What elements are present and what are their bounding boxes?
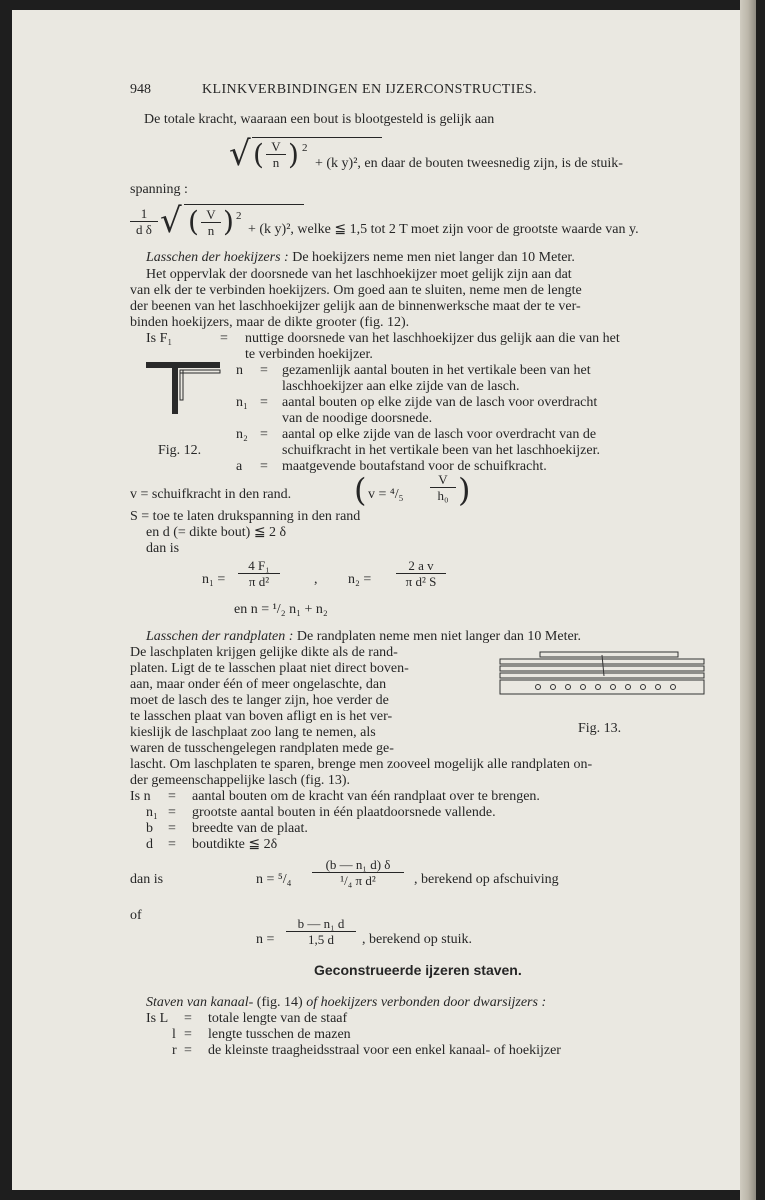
def-text: totale lengte van de staaf — [208, 1011, 348, 1026]
n1-lhs: n₁ = — [202, 572, 226, 587]
title-rest: De randplaten neme men niet langer dan 10 Meter. — [293, 629, 582, 644]
paren-close: ) — [223, 205, 234, 238]
paragraph-line: platen. Ligt de te lasschen plaat niet direct boven- — [130, 661, 409, 676]
def-symbol: n₂ — [236, 427, 248, 442]
def-text: boutdikte ≦ 2δ — [192, 837, 278, 852]
s-definition: S = toe te laten drukspanning in den rand — [130, 509, 361, 524]
def-equals: = — [260, 459, 268, 474]
fraction-denominator: n — [207, 223, 215, 238]
section-randplaten-title — [146, 629, 581, 645]
def-symbol: n — [236, 363, 243, 378]
italic-title: Lasschen der hoekijzers : — [146, 250, 289, 265]
of: of — [130, 908, 142, 923]
staven-intro — [146, 995, 546, 1011]
fraction-numerator: (b — n₁ d) δ — [312, 857, 404, 873]
paren-open: ( — [253, 138, 264, 171]
formula2-prefix — [130, 206, 158, 237]
exponent: 2 — [302, 142, 308, 154]
f1-fraction — [312, 857, 404, 888]
def-text: laschhoekijzer aan elke zijde van de lasch. — [282, 379, 520, 394]
paragraph-line: te lasschen plaat van boven afligt en is het ver- — [130, 709, 393, 724]
section-hoekijzers-title — [146, 250, 575, 266]
title-rest: De hoekijzers neme men niet langer dan 10 Meter. — [288, 250, 575, 265]
paragraph-line: kieslijk de laschplaat zoo lang te nemen, als — [130, 725, 376, 740]
page-number: 948 — [130, 82, 151, 97]
sqrt-bar — [252, 137, 382, 138]
def-text: gezamenlijk aantal bouten in het vertikale been van het — [282, 363, 591, 378]
sqrt-sign: √ — [229, 134, 251, 174]
formula1-rest: + (k y)², en daar de bouten tweesnedig zijn, is de stuik- — [315, 156, 623, 171]
f2-lhs: n = — [256, 932, 275, 947]
fraction-numerator: 4 F₁ — [238, 558, 280, 574]
def-text: aantal op elke zijde van de lasch voor overdracht van de — [282, 427, 597, 442]
paragraph-line: der gemeenschappelijke lasch (fig. 13). — [130, 773, 351, 788]
def-symbol: Is n — [130, 789, 151, 804]
def-equals: = — [184, 1027, 192, 1042]
spanning-line: spanning : — [130, 182, 188, 197]
n2-fraction — [396, 558, 446, 589]
fraction-numerator: 2 a v — [396, 558, 446, 574]
paren-close: ) — [288, 138, 299, 171]
paragraph-line: van elk der te verbinden hoekijzers. Om goed aan te sluiten, neme men de lengte — [130, 283, 582, 298]
def-equals: = — [184, 1011, 192, 1026]
paragraph-line: lascht. Om laschplaten te sparen, brenge men zooveel mogelijk alle randplaten on- — [130, 757, 593, 772]
def-symbol: b — [146, 821, 153, 836]
def-symbol: n₁ — [236, 395, 248, 410]
fig13-plate-splice — [498, 650, 710, 700]
def-equals: = — [260, 363, 268, 378]
paren-open: ( — [188, 205, 199, 238]
def-equals: = — [168, 821, 176, 836]
fraction-denominator: h₀ — [437, 488, 449, 503]
def-equals: = — [260, 427, 268, 442]
fig13-label: Fig. 13. — [578, 721, 622, 736]
formula1-fraction — [266, 139, 286, 170]
fraction-numerator: V — [266, 139, 286, 155]
formula2-fraction — [201, 207, 221, 238]
formula2-rest: + (k y)², welke ≦ 1,5 tot 2 T moet zijn voor de grootste waarde van y. — [248, 222, 639, 237]
def-text: schuifkracht in het vertikale been van het laschhoekijzer. — [282, 443, 600, 458]
fraction-numerator: 1 — [130, 206, 158, 222]
fraction-numerator: V — [201, 207, 221, 223]
def-symbol: l — [172, 1027, 176, 1042]
page-edge — [740, 0, 756, 1200]
fig12-angle-section — [146, 360, 226, 420]
f2-fraction — [286, 916, 356, 947]
sqrt-bar — [184, 204, 304, 205]
fraction-denominator: 1,5 d — [308, 932, 334, 947]
fig12-label: Fig. 12. — [158, 443, 202, 458]
def-text: maatgevende boutafstand voor de schuifkracht. — [282, 459, 547, 474]
def-symbol: r — [172, 1043, 177, 1058]
def-equals: = — [260, 395, 268, 410]
fraction-denominator: π d² S — [405, 574, 437, 589]
n1-fraction — [238, 558, 280, 589]
paragraph-line: moet de lasch des te langer zijn, hoe verder de — [130, 693, 389, 708]
def-symbol: Is L — [146, 1011, 169, 1026]
dan-is: dan is — [146, 541, 180, 556]
intro-line: De totale kracht, waaraan een bout is blootgesteld is gelijk aan — [144, 112, 495, 127]
plain-text: (fig. 14) — [253, 995, 307, 1010]
paragraph-line: Het oppervlak der doorsnede van het laschhoekijzer moet gelijk zijn aan dat — [146, 267, 572, 282]
def-text: breedte van de plaat. — [192, 821, 308, 836]
def-equals: = — [168, 837, 176, 852]
italic-text: of hoekijzers verbonden door dwarsijzers : — [306, 995, 547, 1010]
sqrt-sign: √ — [160, 201, 182, 241]
f1-lhs: n = ⁵/₄ — [256, 872, 292, 887]
comma: , — [314, 572, 318, 587]
d-condition: en d (= dikte bout) ≦ 2 δ — [146, 525, 287, 540]
fraction-denominator: d δ — [136, 222, 152, 237]
def-symbol: a — [236, 459, 243, 474]
def-symbol: d — [146, 837, 153, 852]
paragraph-line: der beenen van het laschhoekijzer gelijk aan de binnenwerksche maat der te ver- — [130, 299, 581, 314]
fraction-denominator: n — [272, 155, 280, 170]
fraction-denominator: ¹/₄ π d² — [340, 873, 376, 888]
v-formula-left: v = ⁴/₅ — [368, 487, 404, 502]
def-equals: = — [184, 1043, 192, 1058]
def-text: grootste aantal bouten in één plaatdoorsnede vallende. — [192, 805, 496, 820]
def-text: de kleinste traagheidsstraal voor een enkel kanaal- of hoekijzer — [208, 1043, 561, 1058]
def-text: van de noodige doorsnede. — [282, 411, 433, 426]
section-heading: Geconstrueerde ijzeren staven. — [314, 962, 522, 978]
def-text: aantal bouten op elke zijde van de lasch voor overdracht — [282, 395, 598, 410]
n2-lhs: n₂ = — [348, 572, 372, 587]
paragraph-line: binden hoekijzers, maar de dikte grooter (fig. 12). — [130, 315, 410, 330]
paren-close: ) — [458, 471, 471, 509]
running-title: KLINKVERBINDINGEN EN IJZERCONSTRUCTIES. — [202, 82, 537, 97]
italic-text: Staven van kanaal- — [146, 995, 254, 1010]
book-page — [12, 10, 740, 1190]
f2-rest: , berekend op stuik. — [362, 932, 473, 947]
f1-rest: , berekend op afschuiving — [414, 872, 559, 887]
def-text: lengte tusschen de mazen — [208, 1027, 351, 1042]
v-definition: v = schuifkracht in den rand. — [130, 487, 292, 502]
italic-title: Lasschen der randplaten : — [146, 629, 294, 644]
def-equals: = — [220, 331, 228, 346]
def-symbol: Is F₁ — [146, 331, 173, 346]
def-equals: = — [168, 789, 176, 804]
paragraph-line: aan, maar onder één of meer ongelaschte, dan — [130, 677, 387, 692]
paragraph-line: waren de tusschengelegen randplaten mede ge- — [130, 741, 394, 756]
paragraph-line: De laschplaten krijgen gelijke dikte als de rand- — [130, 645, 398, 660]
n-formula: en n = ¹/₂ n₁ + n₂ — [234, 602, 328, 617]
fraction-denominator: π d² — [248, 574, 270, 589]
fraction-numerator: b — n₁ d — [286, 916, 356, 932]
def-equals: = — [168, 805, 176, 820]
def-text: aantal bouten om de kracht van één randplaat over te brengen. — [192, 789, 540, 804]
def-symbol: n₁ — [146, 805, 158, 820]
v-fraction — [430, 472, 456, 503]
exponent: 2 — [236, 210, 242, 222]
fraction-numerator: V — [430, 472, 456, 488]
def-text: nuttige doorsnede van het laschhoekijzer dus gelijk aan die van het — [245, 331, 620, 346]
def-text: te verbinden hoekijzer. — [245, 347, 373, 362]
paren-open: ( — [354, 471, 367, 509]
dan-is: dan is — [130, 872, 164, 887]
